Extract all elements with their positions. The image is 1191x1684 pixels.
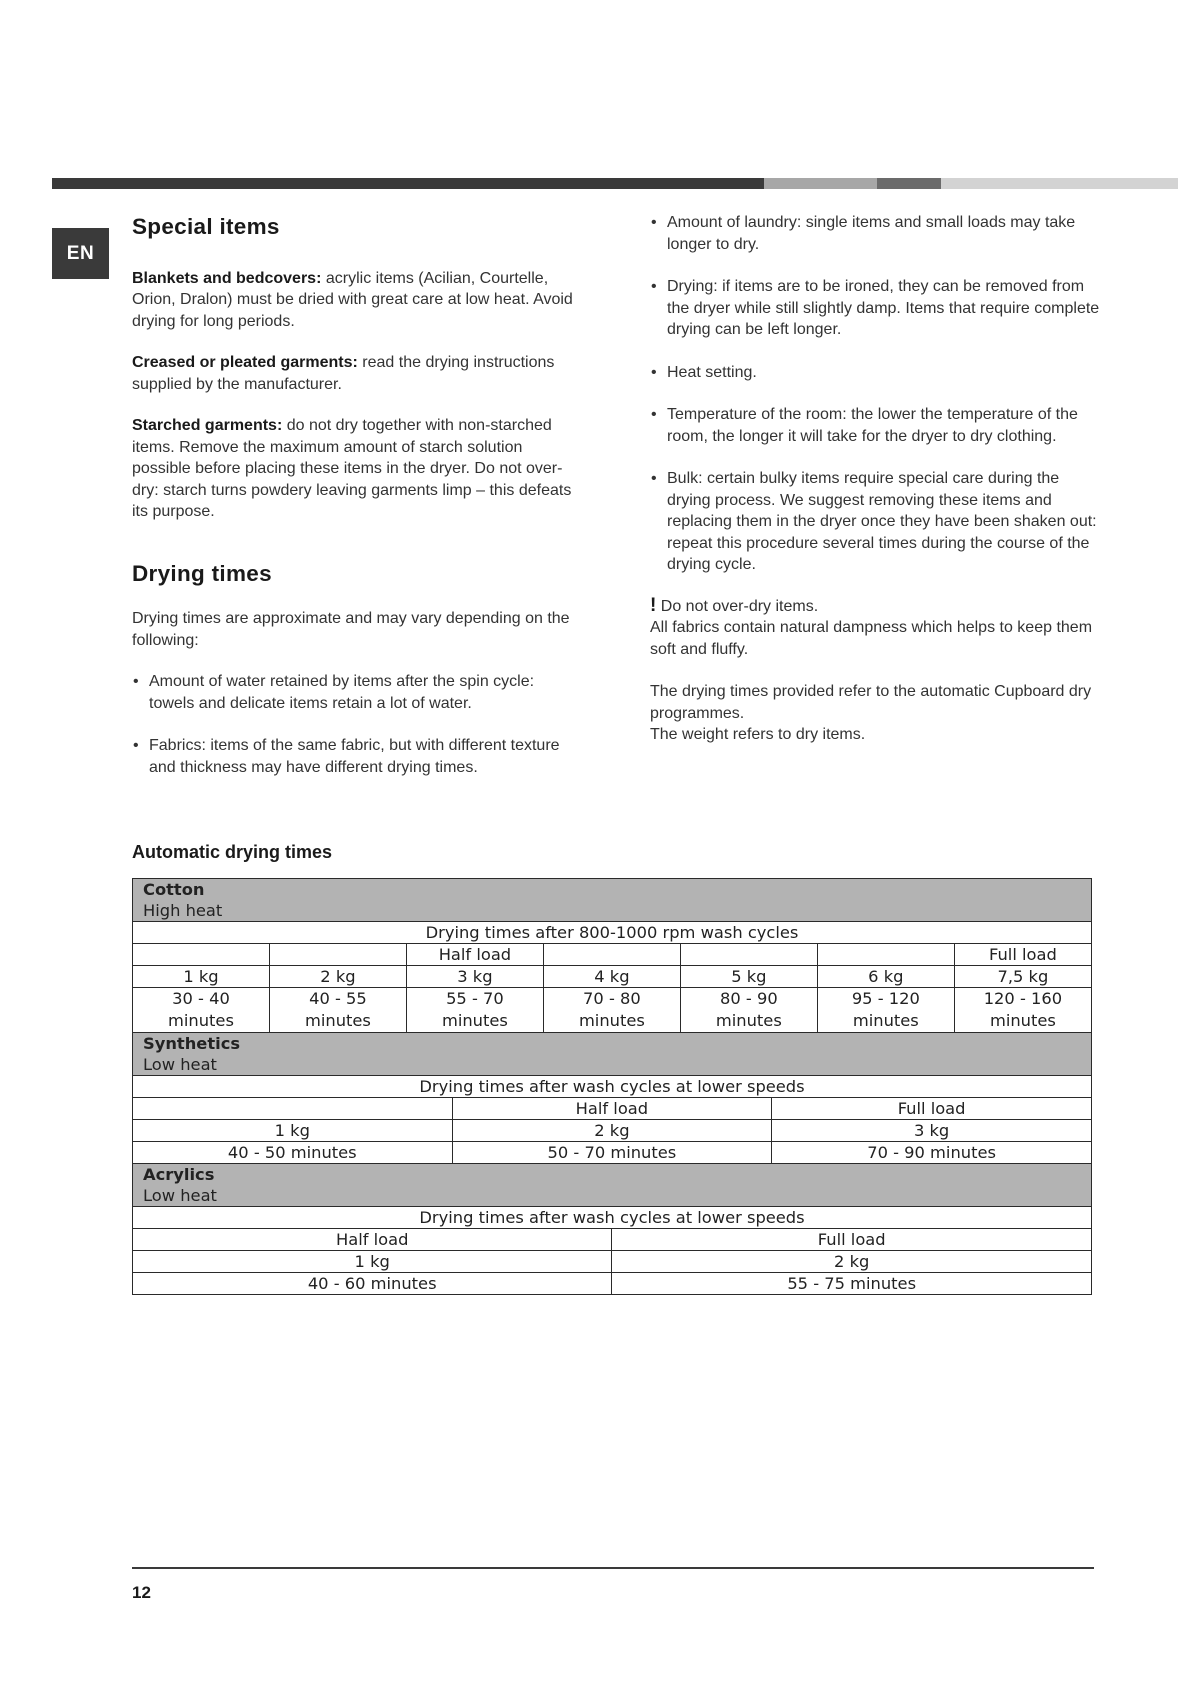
table-row xyxy=(133,1251,1092,1273)
table-cell: 6 kg xyxy=(817,966,954,988)
table-row xyxy=(133,944,1092,966)
time-range: 40 - 55 xyxy=(309,989,367,1008)
table-row xyxy=(133,966,1092,988)
section-header-acrylics xyxy=(133,1164,1092,1207)
time-range: 95 - 120 xyxy=(851,989,920,1008)
header-bar-segment xyxy=(764,178,877,189)
heat-setting: Low heat xyxy=(143,1186,217,1205)
table-cell xyxy=(680,944,817,966)
table-cell xyxy=(680,988,817,1033)
table-cell xyxy=(133,1098,453,1120)
table-row xyxy=(133,1098,1092,1120)
fabric-name: Synthetics xyxy=(143,1034,241,1053)
table-cell xyxy=(406,988,543,1033)
table-row xyxy=(133,1207,1092,1229)
drying-factors-list xyxy=(132,671,580,778)
warning-note xyxy=(650,595,1100,661)
list-item: • Heat setting. xyxy=(650,362,1100,384)
list-item: • Temperature of the room: the lower the temperature of the room, the longer it will take for the dryer to dry clothing. xyxy=(650,404,1100,447)
table-cell: 40 - 60 minutes xyxy=(133,1273,612,1295)
right-column xyxy=(650,212,1100,746)
table-row xyxy=(133,879,1092,922)
table-cell: 2 kg xyxy=(612,1251,1092,1273)
special-item-paragraph xyxy=(132,415,580,523)
table-row xyxy=(133,922,1092,944)
table-cell: 3 kg xyxy=(406,966,543,988)
header-bar-segment xyxy=(52,178,764,189)
table-row xyxy=(133,1229,1092,1251)
table-cell: Full load xyxy=(954,944,1091,966)
time-unit: minutes xyxy=(168,1011,234,1030)
special-item-paragraph xyxy=(132,352,580,395)
time-unit: minutes xyxy=(441,1011,508,1030)
table-cell: 2 kg xyxy=(269,966,406,988)
time-unit: minutes xyxy=(852,1011,919,1030)
table-cell: 55 - 75 minutes xyxy=(612,1273,1092,1295)
special-item-text: do not dry together with non-starched items. Remove the maximum amount of starch solution possible before placing these items in the dryer. Do not over-dry: starch turns powdery leaving garments limp – this defeats its purpose. xyxy=(132,417,572,520)
special-item-text: acrylic items (Acilian, Courtelle, Orion, Dralon) must be dried with great care at low heat. Avoid drying for long periods. xyxy=(132,269,573,330)
note-text: The weight refers to dry items. xyxy=(650,726,866,743)
table-row xyxy=(133,1164,1092,1207)
table-row xyxy=(133,1076,1092,1098)
warning-detail: All fabrics contain natural dampness which helps to keep them soft and fluffy. xyxy=(650,619,1093,658)
table-cell: 50 - 70 minutes xyxy=(452,1142,772,1164)
special-item-label: Starched garments: xyxy=(132,417,283,434)
table-cell: 1 kg xyxy=(133,1120,453,1142)
notes xyxy=(650,681,1100,746)
warning-icon: ! xyxy=(650,594,657,616)
table-cell xyxy=(817,944,954,966)
fabric-name: Acrylics xyxy=(143,1165,215,1184)
left-column xyxy=(132,212,580,799)
section-header-synthetics xyxy=(133,1033,1092,1076)
table-cell xyxy=(269,988,406,1033)
special-items-heading: Special items xyxy=(132,214,280,239)
table-cell: Full load xyxy=(612,1229,1092,1251)
list-item: • Drying: if items are to be ironed, they can be removed from the dryer while still slightly damp. Items that require complete drying can be left longer. xyxy=(650,276,1100,341)
table-cell xyxy=(133,988,270,1033)
time-unit: minutes xyxy=(305,1011,371,1030)
special-item-label: Creased or pleated garments: xyxy=(132,354,358,371)
time-range: 70 - 80 xyxy=(583,989,641,1008)
time-unit: minutes xyxy=(578,1011,645,1030)
table-cell xyxy=(817,988,954,1033)
table-caption: Drying times after wash cycles at lower speeds xyxy=(133,1076,1092,1098)
list-item: • Amount of laundry: single items and small loads may take longer to dry. xyxy=(650,212,1100,255)
time-range: 80 - 90 xyxy=(720,989,778,1008)
drying-times-table xyxy=(132,878,1092,1295)
table-cell: Half load xyxy=(133,1229,612,1251)
special-item-text: read the drying instructions supplied by the manufacturer. xyxy=(132,354,555,393)
table-row xyxy=(133,1273,1092,1295)
table-cell: 70 - 90 minutes xyxy=(772,1142,1092,1164)
time-unit: minutes xyxy=(715,1011,782,1030)
table-cell xyxy=(954,988,1091,1033)
page-number: 12 xyxy=(132,1583,151,1602)
table-caption: Drying times after wash cycles at lower speeds xyxy=(133,1207,1092,1229)
table-cell: Half load xyxy=(452,1098,772,1120)
drying-intro: Drying times are approximate and may vary depending on the following: xyxy=(132,610,570,649)
table-cell: Full load xyxy=(772,1098,1092,1120)
table-cell xyxy=(269,944,406,966)
table-cell: 1 kg xyxy=(133,966,270,988)
table-row xyxy=(133,1033,1092,1076)
note-text: The drying times provided refer to the automatic Cupboard dry programmes. xyxy=(650,683,1092,722)
time-range: 120 - 160 xyxy=(983,989,1063,1008)
special-item-paragraph xyxy=(132,268,580,333)
table-cell: 40 - 50 minutes xyxy=(133,1142,453,1164)
time-range: 55 - 70 xyxy=(446,989,504,1008)
header-bar-segment xyxy=(941,178,1178,189)
footer-divider xyxy=(132,1567,1094,1569)
table-cell: Half load xyxy=(406,944,543,966)
table-cell: 2 kg xyxy=(452,1120,772,1142)
table-cell: 3 kg xyxy=(772,1120,1092,1142)
table-row xyxy=(133,1142,1092,1164)
section-header-cotton xyxy=(133,879,1092,922)
header-bar-segment xyxy=(877,178,941,189)
list-item: • Amount of water retained by items after the spin cycle: towels and delicate items retain a lot of water. xyxy=(132,671,580,714)
list-item: • Fabrics: items of the same fabric, but with different texture and thickness may have different drying times. xyxy=(132,735,580,778)
time-range: 30 - 40 xyxy=(172,989,230,1008)
table-cell xyxy=(133,944,270,966)
drying-times-heading: Drying times xyxy=(132,560,272,586)
fabric-name: Cotton xyxy=(143,880,205,899)
table-row xyxy=(133,988,1092,1033)
header-color-bar xyxy=(52,178,1178,189)
table-cell xyxy=(543,988,680,1033)
list-item: • Bulk: certain bulky items require special care during the drying process. We suggest removing these items and replacing them in the dryer once they have been shaken out: repeat this procedure several times during the course of the drying cycle. xyxy=(650,468,1100,576)
time-unit: minutes xyxy=(989,1011,1056,1030)
drying-factors-list-continued xyxy=(650,212,1100,576)
table-cell: 1 kg xyxy=(133,1251,612,1273)
table-cell: 7,5 kg xyxy=(954,966,1091,988)
language-tab: EN xyxy=(52,228,109,279)
table-row xyxy=(133,1120,1092,1142)
table-cell: 4 kg xyxy=(543,966,680,988)
table-cell xyxy=(543,944,680,966)
heat-setting: High heat xyxy=(143,901,223,920)
heat-setting: Low heat xyxy=(143,1055,217,1074)
table-caption: Drying times after 800-1000 rpm wash cycles xyxy=(133,922,1092,944)
warning-text: Do not over-dry items. xyxy=(656,597,819,615)
table-title: Automatic drying times xyxy=(132,842,333,862)
table-cell: 5 kg xyxy=(680,966,817,988)
special-item-label: Blankets and bedcovers: xyxy=(132,269,322,287)
